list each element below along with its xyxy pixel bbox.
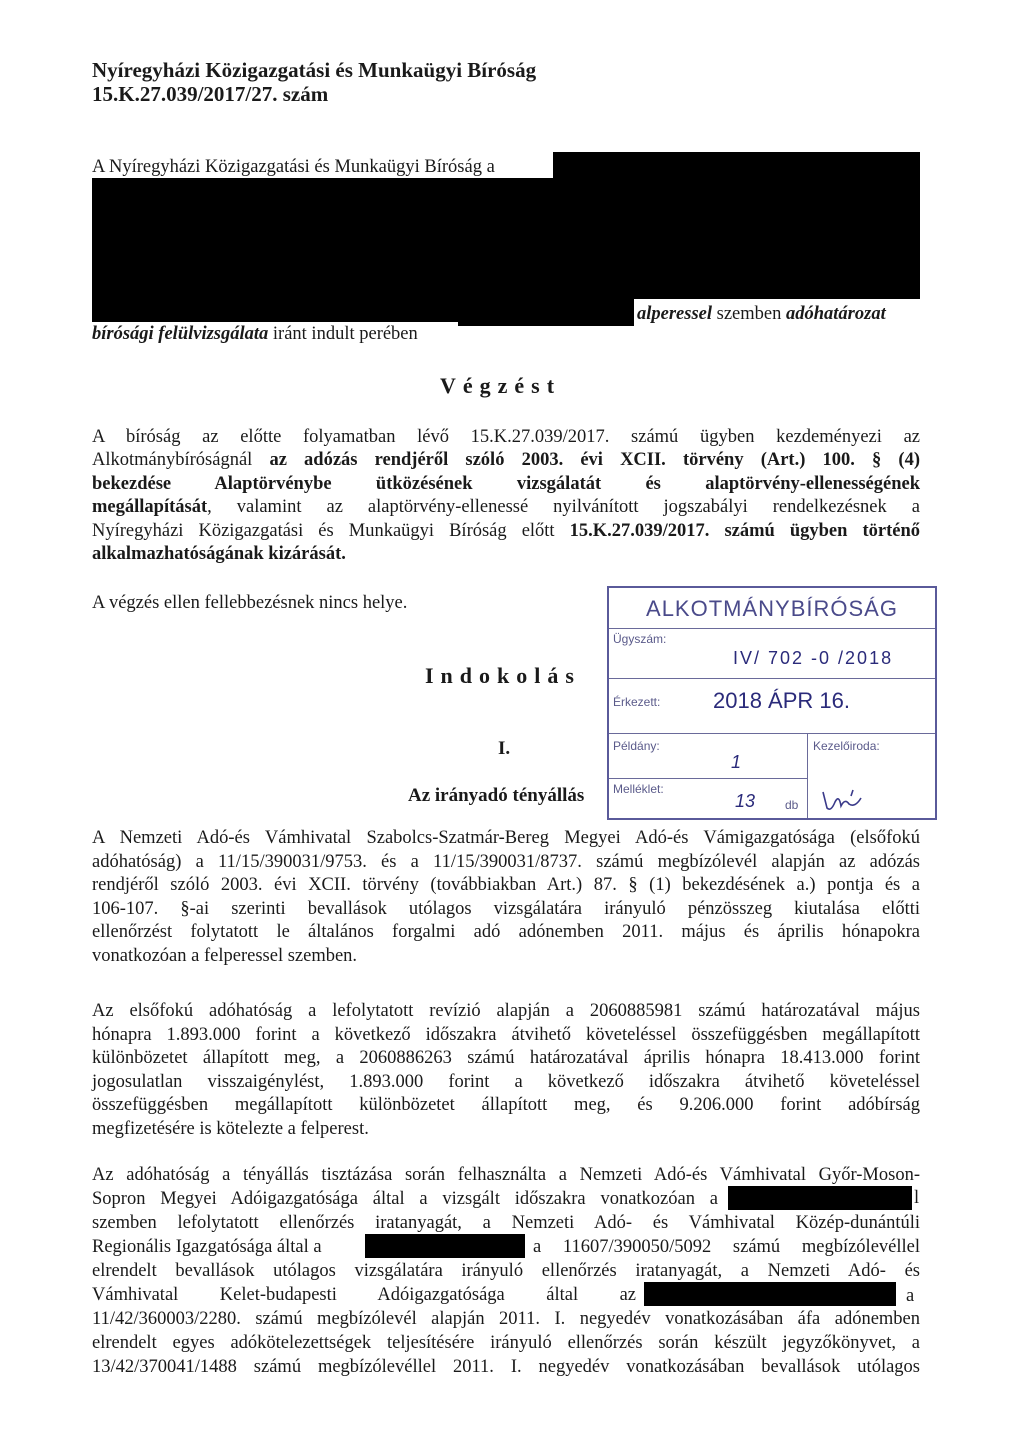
subject-rest: iránt indult perében [272, 324, 418, 344]
stamp-case-value: IV/ 702 -0 /2018 [733, 648, 894, 668]
case-number: 15.K.27.039/2017/27. szám [92, 82, 329, 106]
p3-line: Vámhivatal Kelet-budapesti Adóigazgatósága által az [92, 1285, 636, 1305]
p3-line: Regionális Igazgatósága által a [92, 1237, 322, 1257]
court-name: Nyíregyházi Közigazgatási és Munkaügyi Bíróság [92, 58, 537, 82]
subject-line [92, 324, 418, 345]
stamp-received-label: Érkezett: [613, 695, 661, 709]
paragraph-line: megfizetésére is kötelezte a felperest. [92, 1119, 369, 1139]
paragraph-line: hónapra 1.893.000 forint a következő időszakra átvihető követeléssel összefüggésben megállapított [92, 1024, 920, 1045]
against-word: szemben [716, 304, 782, 324]
redaction-block [92, 255, 920, 299]
defendant-line [637, 304, 886, 325]
plain-text: A bíróság az előtte folyamatban lévő 15.K.27.039/2017. számú ügyben kezdeményezi az [92, 427, 920, 447]
paragraph-line: különbözetet állapított meg, a 2060886263 számú határozatával április hónapra 18.413.000 forint [92, 1048, 920, 1069]
paragraph-line: vonatkozóan a felperessel szemben. [92, 946, 358, 966]
stamp-attachment-value: 13 [735, 791, 756, 811]
p3-line: 13/42/370041/1488 számú megbízólevéllel 2011. I. negyedév vonatkozásában bevallások utólagos [92, 1357, 920, 1377]
p3-line: a 11607/390050/5092 számú megbízólevéllel [533, 1237, 920, 1257]
paragraph-line: ellenőrzést folytatott le általános forgalmi adó adónemben 2011. május és április hónapokra [92, 922, 920, 943]
paragraph-line: Az elsőfokú adóhatóság a lefolytatott revízió alapján a 2060885981 számú határozatával május [92, 1001, 920, 1021]
stamp-attachment-label: Melléklet: [613, 782, 664, 796]
redaction-block [365, 1234, 525, 1258]
bold-text: az adózás rendjéről szóló 2003. évi XCII. törvény (Art.) 100. § (4) [269, 450, 920, 470]
section-number: I. [498, 738, 511, 759]
stamp-copy-value: 1 [731, 752, 742, 772]
paragraph-line: adóhatóság) a 11/15/390031/9753. és a 11/15/390031/8737. számú megbízólevél alapján az adózás [92, 851, 920, 872]
signature-icon [817, 784, 877, 814]
defendant-word: alperessel [637, 304, 713, 324]
redaction-block [728, 1186, 912, 1210]
redaction-block [92, 298, 458, 322]
bold-text: bekezdése Alaptörvénybe ütközésének vizsgálatát és alaptörvény-ellenességének [92, 474, 920, 494]
paragraph-line: jogosulatlan visszaigénylést, 1.893.000 forint a következő időszakra átvihető követeléssel [92, 1071, 920, 1092]
paragraph-line: összefüggésben megállapított különbözetet állapított meg, és 9.206.000 forint adóbírság [92, 1095, 920, 1116]
redaction-block [458, 298, 634, 326]
intro-line: A Nyíregyházi Közigazgatási és Munkaügyi Bíróság a [92, 157, 495, 177]
p3-line: Sopron Megyei Adóigazgatósága által a vizsgált időszakra vonatkozóan a [92, 1189, 718, 1209]
stamp-case-label: Ügyszám: [613, 632, 667, 646]
decision-line [92, 449, 920, 472]
appeal-note: A végzés ellen fellebbezésnek nincs helye. [92, 593, 408, 613]
p3-line: Az adóhatóság a tényállás tisztázása során felhasználta a Nemzeti Adó-és Vámhivatal Győr-Moson- [92, 1165, 920, 1185]
p3-line: 11/42/360003/2280. számú megbízólevél alapján 2011. I. negyedév vonatkozásában áfa adónemben [92, 1309, 920, 1329]
plain-text: Alkotmánybíróságnál [92, 450, 270, 470]
paragraph-line: 106-107. §-ai szerinti bevallások utólagos vizsgálatára irányuló pénzösszeg kiutalása előtti [92, 898, 920, 919]
section-title: Az irányadó tényállás [408, 785, 585, 806]
decision-line [92, 543, 346, 566]
paragraph-line: A Nemzeti Adó-és Vámhivatal Szabolcs-Szatmár-Bereg Megyei Adó-és Vámigazgatósága (elsőfokú [92, 828, 920, 848]
redaction-block [92, 216, 920, 256]
decision-line [92, 473, 920, 496]
plain-text: , valamint az alaptörvény-ellenessé nyilvánított jogszabályi rendelkezésnek a [207, 497, 920, 517]
constitutional-court-stamp [607, 586, 937, 820]
paragraph-line: rendjéről szóló 2003. évi XCII. törvény (továbbiakban Art.) 87. § (1) bekezdésének a.) pontja és a [92, 875, 920, 896]
decision-title: Végzést [440, 373, 562, 398]
p3-line-end: l [914, 1188, 920, 1208]
reasoning-title: Indokolás [425, 663, 581, 688]
p3-line: elrendelt egyes adókötelezettségek teljesítésére irányuló ellenőrzés során készült jegyzőkönyvet, a [92, 1333, 920, 1353]
p3-line: szemben lefolytatott ellenőrzés iratanyagát, a Nemzeti Adó- és Vámhivatal Közép-dunántúli [92, 1213, 920, 1233]
subject-word: adóhatározat [786, 304, 886, 324]
stamp-title: ALKOTMÁNYBÍRÓSÁG [646, 596, 898, 621]
bold-text: megállapítását [92, 497, 208, 517]
decision-line [92, 426, 920, 449]
plain-text: Nyíregyházi Közigazgatási és Munkaügyi Bíróság előtt [92, 521, 570, 541]
decision-line [92, 496, 920, 519]
p3-line-end: a [906, 1286, 915, 1306]
stamp-office-label: Kezelőiroda: [813, 739, 880, 753]
subject-review: bírósági felülvizsgálata [92, 324, 269, 344]
p3-line: elrendelt bevallások utólagos vizsgálatára irányuló ellenőrzés iratanyagát, a Nemzeti Adó- és [92, 1261, 920, 1281]
redaction-block [644, 1282, 896, 1306]
redaction-block [553, 152, 920, 180]
stamp-copy-label: Példány: [613, 739, 660, 753]
redaction-block [92, 178, 920, 218]
stamp-received-value: 2018 ÁPR 16. [713, 688, 850, 713]
decision-line [92, 520, 920, 543]
bold-text: 15.K.27.039/2017. számú ügyben történő [569, 521, 921, 541]
stamp-attachment-unit: db [785, 798, 799, 812]
bold-text: alkalmazhatóságának kizárását. [92, 544, 346, 564]
